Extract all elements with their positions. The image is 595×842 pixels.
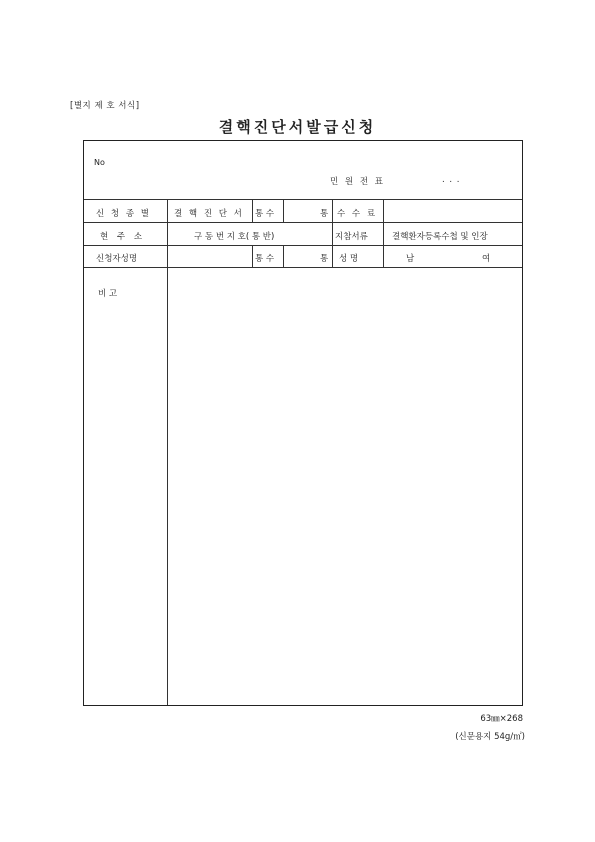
receipt-date: . . . [442,175,461,185]
application-form-table [83,140,523,706]
remarks-field[interactable] [170,271,520,701]
required-docs-label: 지참서류 [335,232,368,242]
remarks-label: 비 고 [98,289,118,299]
fee-label: 수 수 료 [337,209,378,219]
column-divider [167,199,168,705]
copies-label: 통 수 [255,209,275,219]
application-type-value: 결 핵 진 단 서 [174,209,244,219]
column-divider [283,199,284,222]
paper-spec: (신문용지 54g/㎡) [455,732,525,742]
column-divider [332,199,333,267]
column-divider [252,245,253,267]
application-type-label: 신 청 종 별 [96,209,151,219]
copies-unit-2: 통 [320,254,329,264]
address-label: 현 주 소 [100,232,146,242]
column-divider [383,199,384,267]
address-value[interactable]: 구 동 번 지 호( 통 반) [194,232,275,242]
paper-size: 63㎜×268 [480,714,523,724]
copies-label-2: 통 수 [255,254,275,264]
row-divider [84,245,522,246]
gender-male-option[interactable]: 남 [406,254,415,264]
document-title: 결핵진단서발급신청 [218,118,377,136]
copies-unit: 통 [320,209,329,219]
fee-field[interactable] [386,201,520,220]
receipt-label: 민 원 전 표 [330,177,385,187]
row-divider [84,267,522,268]
gender-female-option[interactable]: 여 [482,254,491,264]
number-label: No [94,158,105,167]
column-divider [252,199,253,222]
required-docs-value: 결핵환자등록수첩 및 인장 [392,232,488,242]
form-number-label: [별지 제 호 서식] [70,101,140,111]
row-divider [84,222,522,223]
applicant-name-label: 신청자성명 [96,254,138,264]
row-divider [84,199,522,200]
applicant-name-field[interactable] [170,247,250,265]
gender-label: 성 명 [339,254,359,264]
column-divider [283,245,284,267]
